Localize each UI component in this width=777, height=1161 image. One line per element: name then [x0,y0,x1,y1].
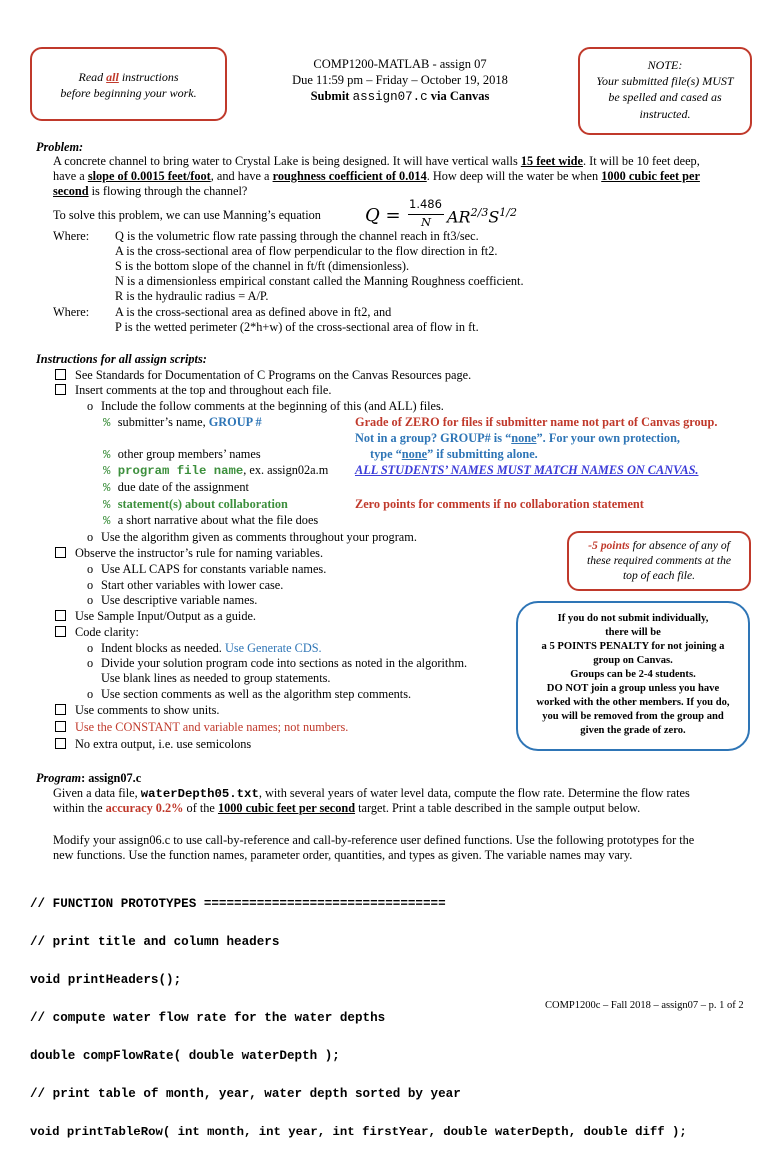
checkbox-icon [55,610,66,621]
problem-text: have a slope of 0.0015 feet/foot, and have a roughness coefficient of 0.014. How deep will the water be when 1000 cubic feet per [53,169,700,183]
sub-item: o Indent blocks as needed. Use Generate CDS. [87,641,322,655]
group-note-line: Groups can be 2-4 students. [570,668,696,680]
sub-item: o Use the algorithm given as comments throughout your program. [87,530,417,544]
note-text: instructions [118,70,179,84]
where-label: Where: [53,305,90,319]
instructions-heading: Instructions for all assign scripts: [36,352,207,366]
sub-item: o Use descriptive variable names. [87,593,258,607]
grade-zero-warning: Grade of ZERO for files if submitter name not part of Canvas group. [355,415,718,429]
code-line: // print table of month, year, water depth sorted by year [30,1087,461,1101]
program-text: Given a data file, waterDepth05.txt, with several years of water level data, compute the flow rate. Determine the flow rates [53,786,690,801]
sub-item: o Use section comments as well as the algorithm step comments. [87,687,412,701]
definition: N is a dimensionless empirical constant called the Manning Roughness coefficient. [115,274,524,288]
circle-bullet-icon: o [87,593,94,607]
comment-item: % submitter’s name, GROUP # [103,415,262,430]
program-text: new functions. Use the function names, parameter order, quantities, and types as given. The variable names may vary. [53,848,633,862]
problem-text: A concrete channel to bring water to Crystal Lake is being designed. It will have vertical walls 15 feet wide. It will be 10 feet deep, [53,154,700,168]
collaboration-warning: Zero points for comments if no collaboration statement [355,497,644,511]
checkbox-icon [55,738,66,749]
note-line: Your submitted file(s) MUST [596,74,734,89]
comment-item: % statement(s) about collaboration [103,497,288,512]
circle-bullet-icon: o [87,687,94,701]
definition: P is the wetted perimeter (2*h+w) of the cross-sectional area of flow in ft. [115,320,479,334]
code-line: double compFlowRate( double waterDepth ); [30,1049,340,1063]
where-label: Where: [53,229,90,243]
definition: S is the bottom slope of the channel in ft/ft (dimensionless). [115,259,410,273]
checkbox-icon [55,704,66,715]
comment-item: % other group members’ names [103,447,261,462]
program-text: within the accuracy 0.2% of the 1000 cubic feet per second target. Print a table described in the sample output below. [53,801,641,815]
program-heading: Program: assign07.c [36,771,142,785]
group-penalty-note [516,601,750,751]
note-text: before beginning your work. [60,86,197,101]
names-warning: ALL STUDENTS’ NAMES MUST MATCH NAMES ON CANVAS. [355,463,699,477]
circle-bullet-icon: o [87,530,94,544]
mannings-equation [365,197,525,233]
group-note-line: you will be removed from the group and [542,710,724,722]
checkbox-icon [55,547,66,558]
circle-bullet-icon: o [87,399,94,413]
submit-filename: assign07.c [352,90,428,104]
sub-item: o Include the follow comments at the beginning of this (and ALL) files. [87,399,444,413]
code-line: // print title and column headers [30,935,280,949]
group-note-line: given the grade of zero. [580,724,686,736]
code-line: // compute water flow rate for the water depths [30,1011,386,1025]
comment-item: % a short narrative about what the file does [103,513,319,528]
group-note: Not in a group? GROUP# is “none”. For your own protection, [355,431,680,445]
group-note-line: DO NOT join a group unless you have [546,682,720,694]
equation-lhs: Q = [365,205,401,226]
note-line: instructed. [639,106,691,121]
checkbox-icon [55,721,66,732]
program-text: Modify your assign06.c to use call-by-reference and call-by-reference user defined functions. Use the following prototypes for the [53,833,695,847]
note-emphasis: all [106,70,119,84]
page-footer: COMP1200c – Fall 2018 – assign07 – p. 1 of 2 [545,1000,744,1011]
circle-bullet-icon: o [87,562,94,576]
sub-item: o Start other variables with lower case. [87,578,284,592]
circle-bullet-icon: o [87,641,94,655]
note-title: NOTE: [647,58,683,72]
checklist-item: Use Sample Input/Output as a guide. [55,609,256,624]
group-note-line: If you do not submit individually, [557,613,709,624]
penalty-note: -5 points for absence of any of these required comments at the top of each file. [567,531,751,591]
group-note-line: there will be [605,626,661,638]
checkbox-icon [55,626,66,637]
read-instructions-note [30,47,227,121]
group-note-line: group on Canvas. [593,654,673,666]
problem-text: second is flowing through the channel? [53,184,248,198]
code-line: void printHeaders(); [30,973,182,987]
group-note-line: a 5 POINTS PENALTY for not joining a [541,640,725,652]
checklist-item: See Standards for Documentation of C Programs on the Canvas Resources page. [55,368,471,383]
solve-text: To solve this problem, we can use Manning’s equation [53,208,321,222]
checkbox-icon [55,384,66,395]
note-line: be spelled and cased as [608,90,722,105]
comment-item: % due date of the assignment [103,480,249,495]
sub-item-continued: Use blank lines as needed to group statements. [101,671,331,685]
note-text: Read [78,70,107,84]
code-line: // FUNCTION PROTOTYPES ================================ [30,897,446,911]
definition: Q is the volumetric flow rate passing through the channel reach in ft3/sec. [115,229,479,243]
checkbox-icon [55,369,66,380]
comment-item: % program file name, ex. assign02a.m [103,463,329,478]
checklist-item: Code clarity: [55,625,139,640]
definition: R is the hydraulic radius = A/P. [115,289,269,303]
definition: A is the cross-sectional area as defined above in ft2, and [115,305,392,319]
checklist-item: Observe the instructor’s rule for naming variables. [55,546,323,561]
equation-rhs: $AR^{2/3}S^{1/2}$ [447,206,517,227]
checklist-item: Use comments to show units. [55,703,219,718]
code-line: void printTableRow( int month, int year, int firstYear, double waterDepth, double diff ); [30,1125,687,1139]
group-note: type “none” if submitting alone. [370,447,538,461]
submit-line: Submit assign07.c via Canvas [310,89,490,104]
sub-item: o Use ALL CAPS for constants variable names. [87,562,327,576]
definition: A is the cross-sectional area of flow perpendicular to the flow direction in ft2. [115,244,498,258]
problem-heading: Problem: [36,140,84,154]
sub-item: o Divide your solution program code into sections as noted in the algorithm. [87,656,468,670]
checklist-item: No extra output, i.e. use semicolons [55,737,251,752]
circle-bullet-icon: o [87,578,94,592]
course-title: COMP1200-MATLAB - assign 07 [313,57,487,71]
equation-denominator: N [421,215,432,229]
circle-bullet-icon: o [87,656,94,670]
group-note-line: worked with the other members. If you do, [536,696,730,708]
assignment-header [240,56,560,105]
code-block [30,876,687,1161]
due-date: Due 11:59 pm – Friday – October 19, 2018 [292,73,508,87]
checklist-item: Use the CONSTANT and variable names; not numbers. [55,720,348,735]
checklist-item: Insert comments at the top and throughout each file. [55,383,331,398]
naming-note [578,47,752,135]
equation-numerator: 1.486 [409,197,442,211]
